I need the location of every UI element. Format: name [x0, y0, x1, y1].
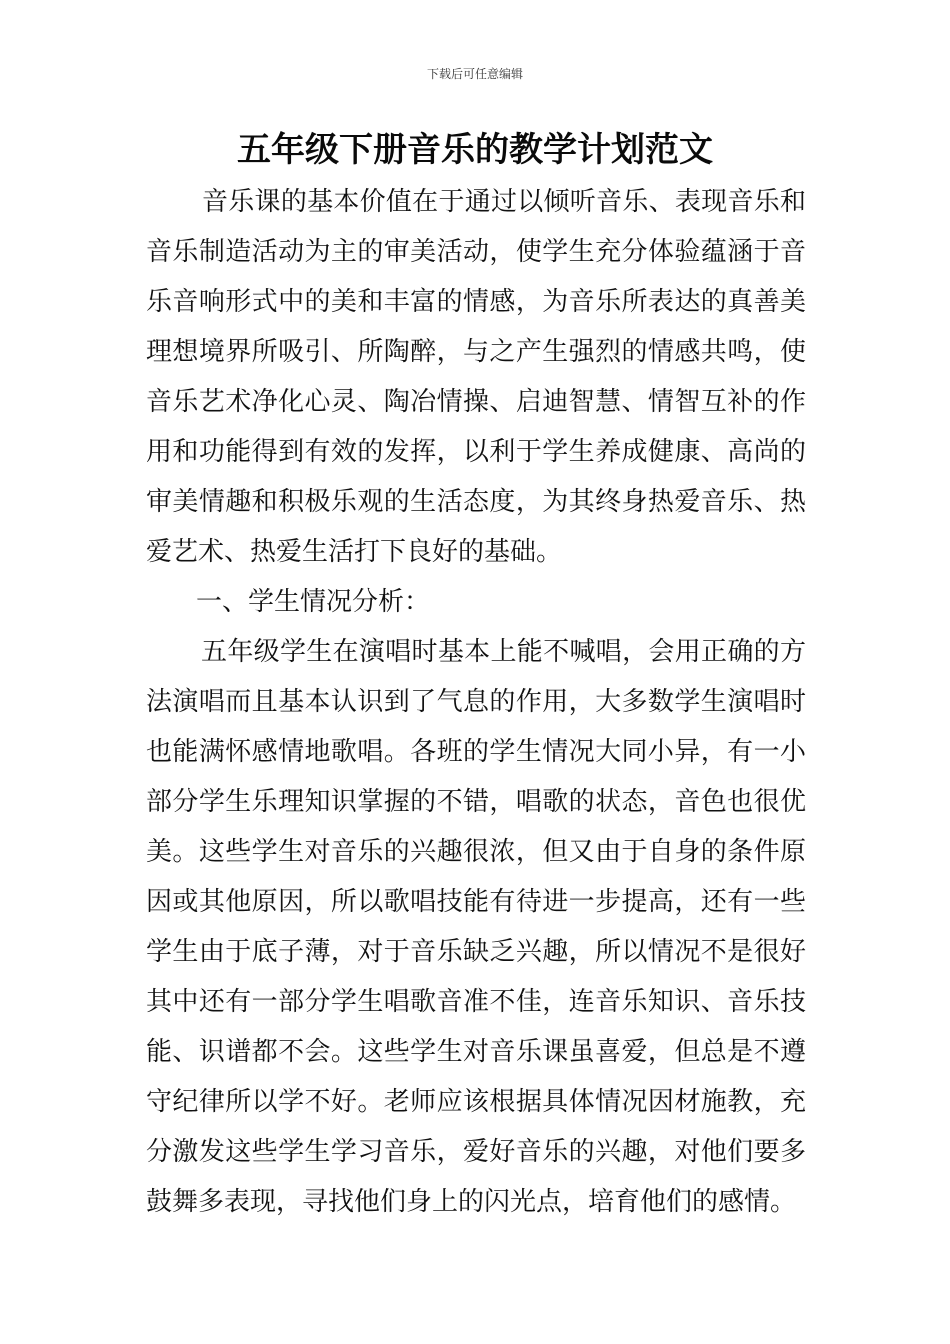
paragraph-student-analysis — [146, 627, 806, 1227]
text-line: 理想境界所吸引、所陶醉，与之产生强烈的情感共鸣，使 — [146, 337, 806, 367]
text-line: 乐音响形式中的美和丰富的情感，为音乐所表达的真善美 — [146, 287, 806, 317]
text-line: 美。这些学生对音乐的兴趣很浓，但又由于自身的条件原 — [146, 837, 806, 867]
header-note: 下载后可任意编辑 — [426, 67, 523, 81]
text-line: 学生由于底子薄，对于音乐缺乏兴趣，所以情况不是很好 — [146, 937, 806, 967]
text-line: 审美情趣和积极乐观的生活态度，为其终身热爱音乐、热 — [146, 487, 806, 517]
text-line: 五年级学生在演唱时基本上能不喊唱，会用正确的方 — [201, 637, 806, 667]
text-line: 分激发这些学生学习音乐，爱好音乐的兴趣，对他们要多 — [146, 1137, 806, 1167]
paragraph-intro — [146, 177, 806, 577]
text-line: 音乐艺术净化心灵、陶冶情操、启迪智慧、情智互补的作 — [146, 387, 806, 417]
text-line: 用和功能得到有效的发挥，以利于学生养成健康、高尚的 — [146, 437, 806, 467]
text-line: 法演唱而且基本认识到了气息的作用，大多数学生演唱时 — [146, 687, 806, 717]
section-heading-text: 一、学生情况分析： — [196, 587, 431, 617]
text-line: 守纪律所以学不好。老师应该根据具体情况因材施教，充 — [146, 1087, 806, 1117]
text-line: 能、识谱都不会。这些学生对音乐课虽喜爱，但总是不遵 — [146, 1037, 806, 1067]
text-line: 鼓舞多表现，寻找他们身上的闪光点，培育他们的感情。 — [146, 1187, 797, 1217]
text-line: 其中还有一部分学生唱歌音准不佳，连音乐知识、音乐技 — [146, 987, 806, 1017]
text-line: 因或其他原因，所以歌唱技能有待进一步提高，还有一些 — [146, 887, 806, 917]
text-line: 爱艺术、热爱生活打下良好的基础。 — [146, 537, 563, 567]
text-line: 也能满怀感情地歌唱。各班的学生情况大同小异，有一小 — [146, 737, 806, 767]
page-title: 五年级下册音乐的教学计划范文 — [237, 130, 713, 170]
text-line: 音乐制造活动为主的审美活动，使学生充分体验蕴涵于音 — [146, 237, 806, 267]
text-line: 部分学生乐理知识掌握的不错，唱歌的状态，音色也很优 — [146, 787, 806, 817]
section-heading — [146, 577, 806, 627]
text-line: 音乐课的基本价值在于通过以倾听音乐、表现音乐和 — [202, 187, 806, 217]
document-body — [146, 177, 806, 1227]
